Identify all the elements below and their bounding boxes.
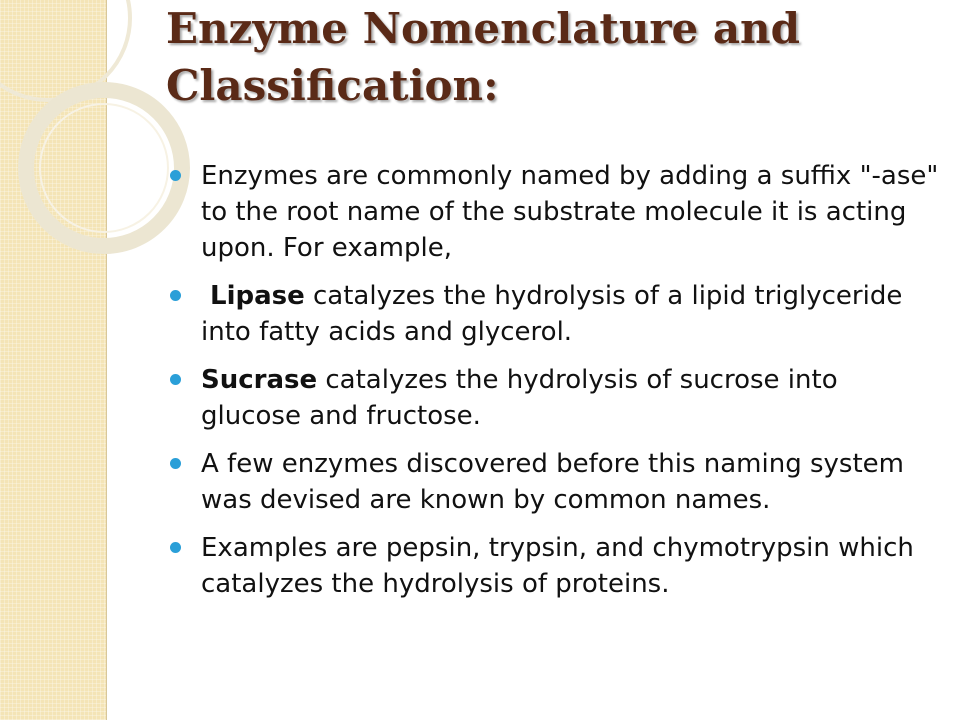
decorative-rings [0,0,160,280]
bullet-list [170,158,940,614]
bullet-dot-icon [170,542,181,553]
bullet-item [170,530,940,602]
bullet-text: Examples are pepsin, trypsin, and chymotrypsin which catalyzes the hydrolysis of proteins. [201,533,914,599]
bullet-lead-term: Lipase [210,281,305,311]
bullet-text: A few enzymes discovered before this naming system was devised are known by common names. [201,449,904,515]
bullet-dot-icon [170,374,181,385]
bullet-dot-icon [170,458,181,469]
bullet-item [170,446,940,518]
bullet-dot-icon [170,170,181,181]
slide-title: Enzyme Nomenclature and Classification: [166,4,800,110]
bullet-item [170,278,940,350]
bullet-item [170,362,940,434]
bullet-lead-term: Sucrase [201,365,318,395]
bullet-dot-icon [170,290,181,301]
bullet-item [170,158,940,266]
bullet-text: Enzymes are commonly named by adding a suffix "-ase" to the root name of the substrate molecule it is acting upon. For example, [201,161,939,263]
bullet-text: catalyzes the hydrolysis of a lipid triglyceride into fatty acids and glycerol. [201,281,903,347]
bullet-text: catalyzes the hydrolysis of sucrose into glucose and fructose. [201,365,838,431]
